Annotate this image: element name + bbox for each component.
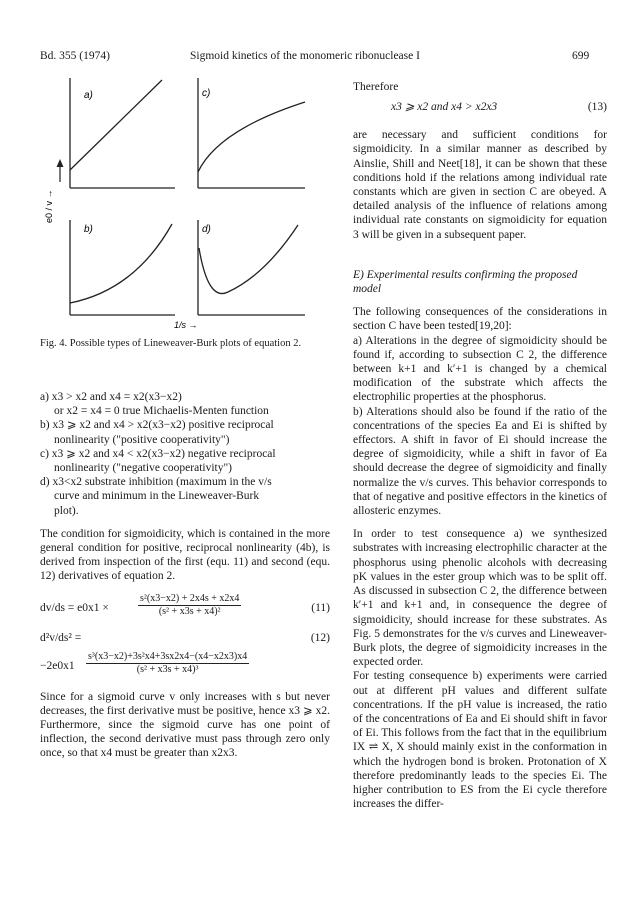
y-axis-label: e0 / v → (44, 189, 54, 223)
left-paragraph-2: Since for a sigmoid curve v only increases with s but never decreases, the first derivative must be positive, hence x3 ⩾ x2. Furthermore, since the sigmoid curve has one point of inflection, the second derivative must pass through zero only once, so that x4 must be greater than x2x3. (40, 690, 330, 760)
equation-11: dv/ds = e0x1 × $\frac{\text{s²(x3−x2) + 2x4s + x2x4}}{\text{(s² + x3s + x4)²}}$ (11) (40, 592, 330, 617)
right-paragraph-3: a) Alterations in the degree of sigmoidicity should be found if, according to subsection C 2, the difference between k+1 and k′+1 is changed by a chemical modification of the substrate which affects the electrophilic properties at the phosphorus. (353, 334, 607, 404)
right-paragraph-4: b) Alterations should also be found if the ratio of the concentrations of the species Ea and Ei is shifted by effectors. A shift in favor of Ei should increase the degree of sigmoidicity, while a shift in favor of Ea should decrease the degree of sigmoidicity and finally normalize the v/s curves. This behavior corresponds to that of negative and positive effectors in the kinetics of allosteric enzymes. (353, 405, 607, 518)
right-paragraph-6: For testing consequence b) experiments were carried out at different pH values and different sulfate concentrations. If the pH value is increased, the ratio of the concentrations of Ea and Ei should shift in favor of Ei. This follows from the fact that in the equilibrium IX ⇌ X, X should mainly exist in the conformation in which the hydrogen bond is broken. Protonation of X therefore predominantly leads to the species Ei. The higher contribution to ES from the Ei cycle therefore increases the differ- (353, 670, 607, 811)
right-paragraph-2: The following consequences of the considerations in section C have been tested[19,20]: (353, 306, 607, 333)
equation-13: x3 ⩾ x2 and x4 > x2x3 (13) (391, 101, 607, 114)
section-heading-e: E) Experimental results confirming the proposed model (353, 268, 578, 296)
panel-b-label: b) (84, 224, 93, 235)
panel-c-curve (198, 102, 305, 172)
left-paragraph-1: The condition for sigmoidicity, which is contained in the more general condition for positive, reciprocal nonlinearity (4b), is derived from inspection of the first (equ. 11) and second (equ. 12) derivatives of equation 2. (40, 527, 330, 583)
case-c: c) x3 ⩾ x2 and x4 < x2(x3−x2) negative reciprocal nonlinearity ("negative cooperativity") (40, 447, 276, 475)
left-column (40, 337, 330, 761)
running-header-title: Sigmoid kinetics of the monomeric ribonuclease I (190, 50, 420, 62)
case-d: d) x3<x2 substrate inhibition (maximum in the v/s curve and minimum in the Lineweaver-Burk plot). (40, 476, 272, 517)
panel-c-label: c) (202, 88, 211, 99)
panel-d-curve (199, 225, 298, 294)
right-paragraph-1: are necessary and sufficient conditions for sigmoidicity. In a similar manner as described by Ainslie, Shill and Neet[18], it can be shown that these conditions hold if the relations among individual rate constants which are given in section C are obeyed. A detailed analysis of the influence of relations among individual rate constants on sigmoidicity for equation 3 will be given in a subsequent paper. (353, 129, 607, 241)
panel-a (70, 78, 175, 188)
panel-d-label: d) (202, 224, 211, 235)
case-b: b) x3 ⩾ x2 and x4 > x2(x3−x2) positive reciprocal nonlinearity ("positive cooperativity") (40, 419, 274, 446)
page-number: 699 (572, 50, 590, 62)
x-axis-label: 1/s → (174, 320, 198, 330)
case-a: a) x3 > x2 and x4 = x2(x3−x2) or x2 = x4 = 0 true Michaelis-Menten function (40, 391, 269, 418)
right-column (353, 80, 607, 811)
figure-4 (40, 70, 330, 338)
right-paragraph-5: In order to test consequence a) we synthesized substrates with increasing electrophilic character at the phosphorus using phenolic alcohols with decreasing pK values in the ester group which was to be split off. As discussed in subsection C 2, the difference between k′+1 and k+1 and, in consequence the degree of sigmoidicity, should increase for these substrates. As Fig. 5 demonstrates for the v/s curves and Lineweaver-Burk plots, the degree of sigmoidicity increases in the expected order. (353, 528, 607, 669)
panel-b-curve (70, 224, 172, 303)
panel-c (198, 78, 305, 188)
running-header-left: Bd. 355 (1974) (40, 50, 110, 62)
panel-a-label: a) (84, 90, 93, 101)
case-list (40, 390, 330, 518)
equation-12: d²v/ds² = (12) −2e0x1 $\frac{\text{s³(x3−x2)+3s²x4+3sx2x4−(x4−x2x3)x4}}{\text{(s² + x3s + x4)³}}$ (40, 631, 330, 675)
panel-d (198, 220, 305, 315)
panel-b (70, 220, 175, 315)
therefore-text: Therefore (353, 81, 399, 93)
figure-caption: Fig. 4. Possible types of Lineweaver-Burk plots of equation 2. (40, 338, 302, 349)
